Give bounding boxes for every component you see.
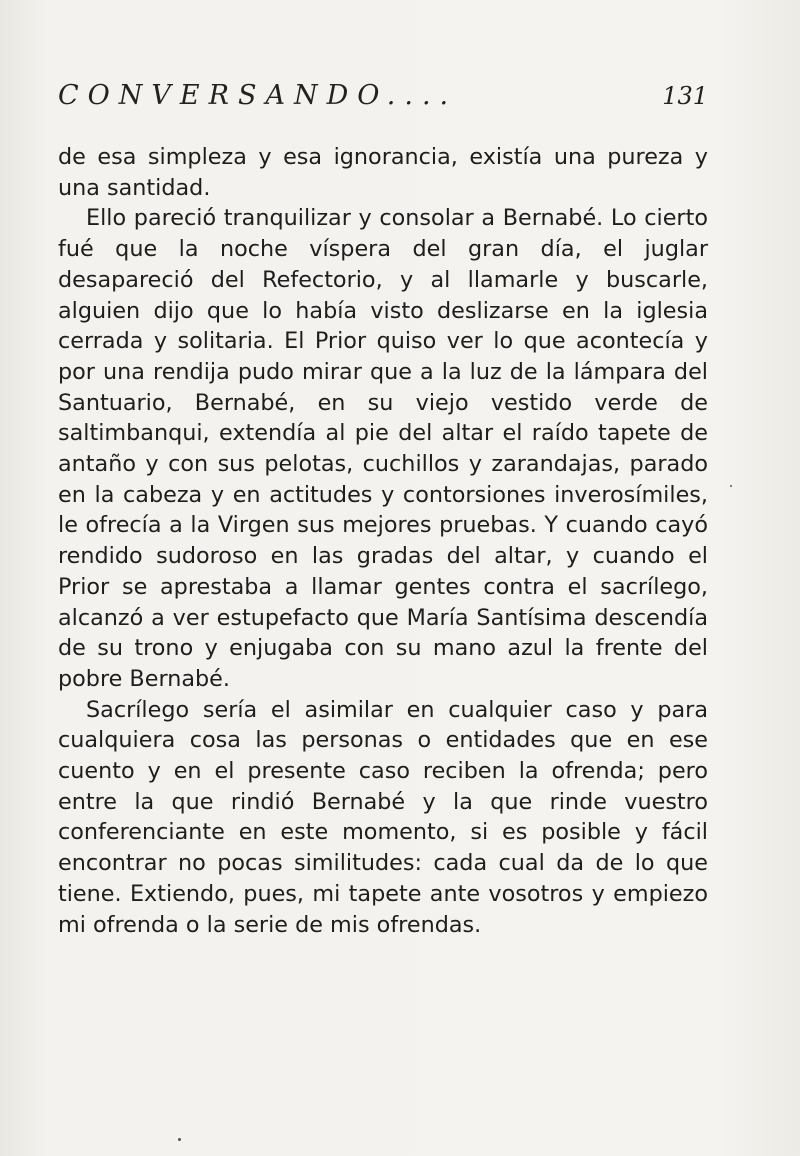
running-head [58, 76, 708, 116]
paper-speck [178, 1138, 181, 1141]
paragraph-ofrenda: Sacrílego sería el asimilar en cualquier caso y para cualquiera cosa las personas o entidades que en ese cuento y en el presente caso reciben la ofrenda; pero entre la que rindió Bernabé y la que rinde vuestro conferenciante en este momento, si es posible y fácil encontrar no pocas similitudes: cada cual da de lo que tiene. Extiendo, pues, mi tapete ante vosotros y empiezo mi ofrenda o la serie de mis ofrendas. [58, 696, 708, 938]
paper-speck [730, 485, 732, 487]
running-title: CONVERSANDO.... [58, 80, 458, 111]
body-text [58, 142, 708, 940]
paragraph-bernabe-story: Ello pareció tranquilizar y consolar a Bernabé. Lo cierto fué que la noche víspera del gran día, el juglar desapareció del Refectorio, y al llamarle y buscarle, alguien dijo que lo había visto deslizarse en la iglesia cerrada y solitaria. El Prior quiso ver lo que acontecía y por una rendija pudo mirar que a la luz de la lámpara del Santuario, Bernabé, en su viejo vestido verde de saltimbanqui, extendía al pie del altar el raído tapete de antaño y con sus pelotas, cuchillos y zarandajas, parado en la cabeza y en actitudes y contorsiones inverosímiles, le ofrecía a la Virgen sus mejores pruebas. Y cuando cayó rendido sudoroso en las gradas del altar, y cuando el Prior se aprestaba a llamar gentes contra el sacrílego, alcanzó a ver estupefacto que María Santísima descendía de su trono y enjugaba con su mano azul la frente del pobre Bernabé. [58, 205, 708, 692]
page-number: 131 [662, 82, 708, 110]
paragraph-continuation: de esa simpleza y esa ignorancia, existía una pureza y una santidad. [58, 144, 708, 201]
